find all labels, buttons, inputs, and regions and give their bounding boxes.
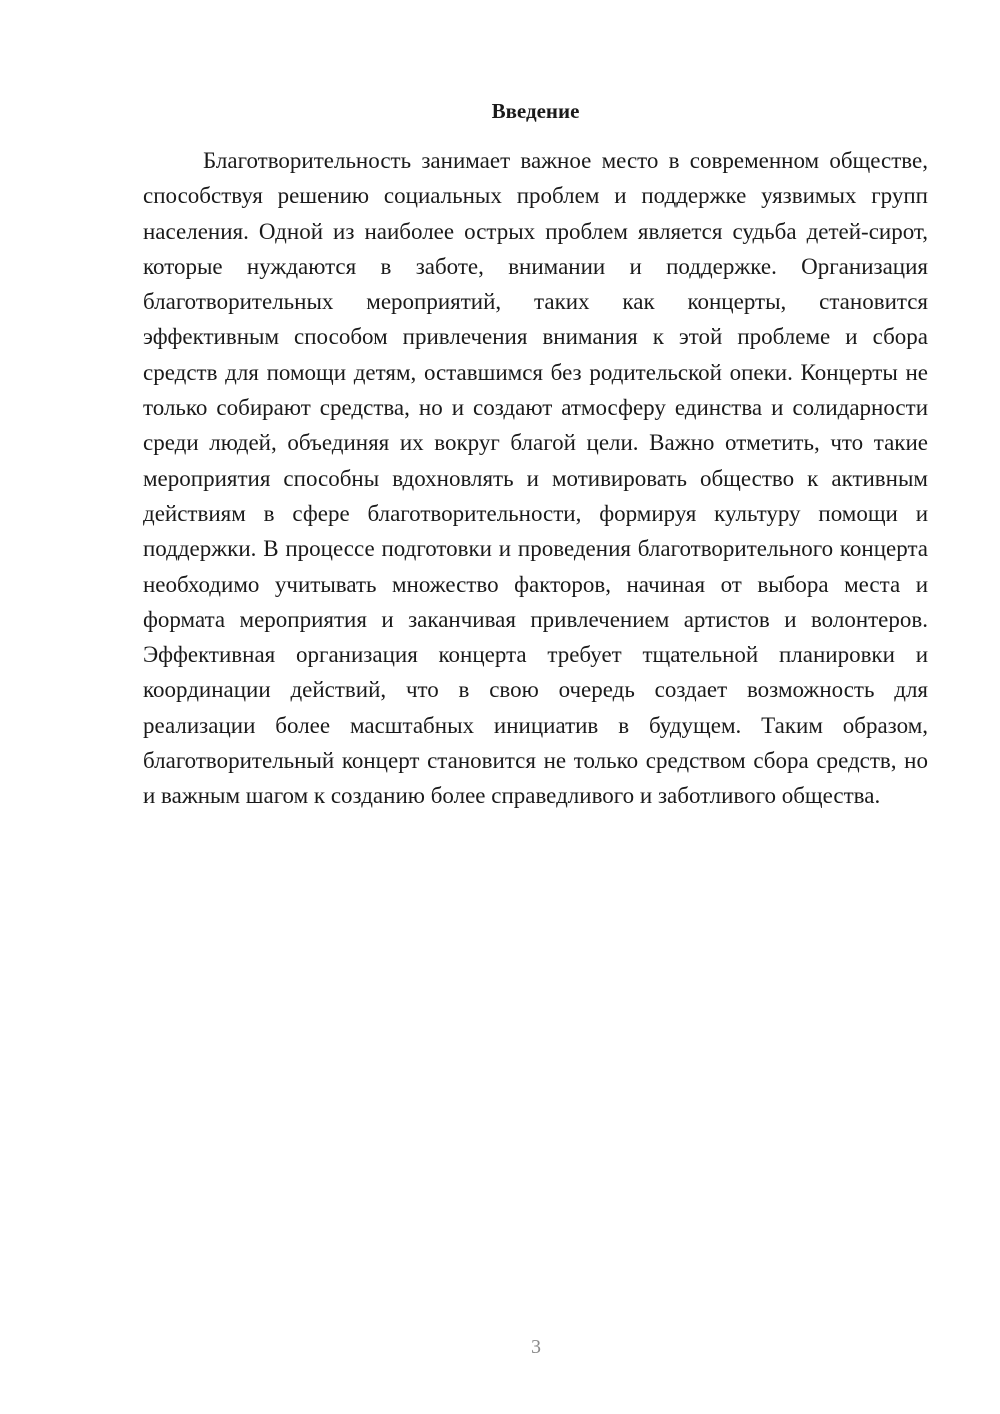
page-number: 3 bbox=[531, 1336, 541, 1358]
section-heading: Введение bbox=[491, 99, 580, 123]
body-paragraph: Благотворительность занимает важное место в современном обществе, способствуя решению социальных проблем и поддержке уязвимых групп населения. Одной из наиболее острых проблем является судьба детей-сирот, которые нуждаются в заботе, внимании и поддержке. Организация благотворительных мероприятий, таких как концерты, становится эффективным способом привлечения внимания к этой проблеме и сбора средств для помощи детям, оставшимся без родительской опеки. Концерты не только собирают средства, но и создают атмосферу единства и солидарности среди людей, объединяя их вокруг благой цели. Важно отметить, что такие мероприятия способны вдохновлять и мотивировать общество к активным действиям в сфере благотворительности, формируя культуру помощи и поддержки. В процессе подготовки и проведения благотворительного концерта необходимо учитывать множество факторов, начиная от выбора места и формата мероприятия и заканчивая привлечением артистов и волонтеров. Эффективная организация концерта требует тщательной планировки и координации действий, что в свою очередь создает возможность для реализации более масштабных инициатив в будущем. Таким образом, благотворительный концерт становится не только средством сбора средств, но и важным шагом к созданию более справедливого и заботливого общества. bbox=[143, 148, 928, 809]
